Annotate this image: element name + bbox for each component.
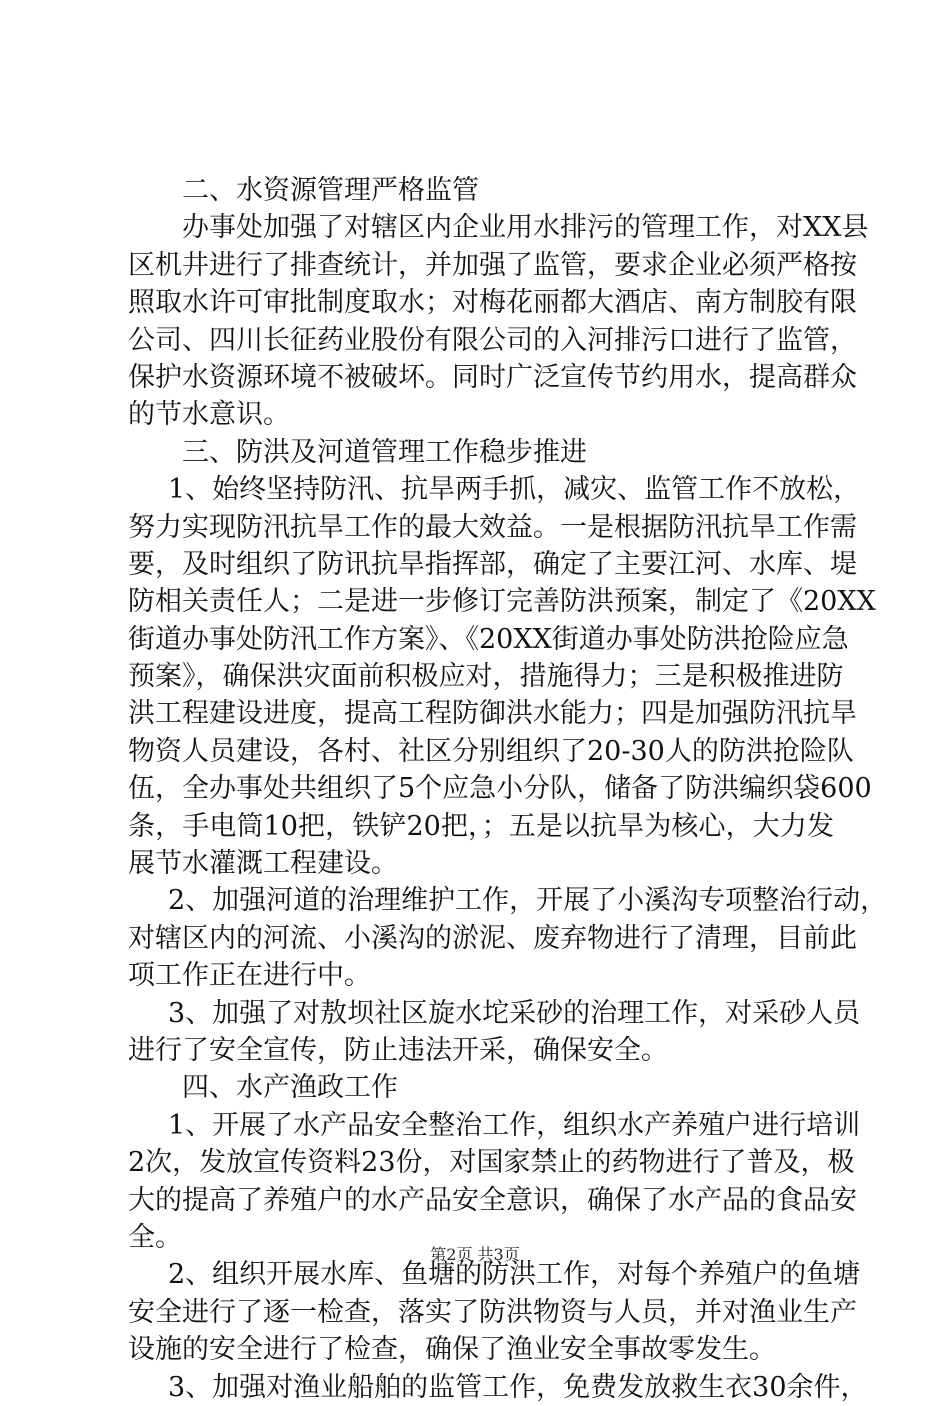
paragraph-line: 进行了安全宣传，防止违法开采，确保安全。 bbox=[128, 1034, 668, 1066]
paragraph-line: 的节水意识。 bbox=[128, 399, 290, 431]
paragraph-line: 设施的安全进行了检查，确保了渔业安全事故零发生。 bbox=[128, 1334, 776, 1366]
paragraph-line: 2次，发放宣传资料23份，对国家禁止的药物进行了普及，极 bbox=[128, 1147, 855, 1179]
paragraph-line: 安全进行了逐一检查，落实了防洪物资与人员，并对渔业生产 bbox=[128, 1296, 857, 1328]
paragraph-line: 项工作正在进行中。 bbox=[128, 960, 371, 992]
paragraph-line: 伍，全办事处共组织了5个应急小分队，储备了防洪编织袋600 bbox=[128, 773, 872, 805]
section-heading: 二、水资源管理严格监管 bbox=[182, 175, 479, 206]
paragraph-line: 大的提高了养殖户的水产品安全意识，确保了水产品的食品安 bbox=[128, 1184, 857, 1216]
paragraph-line: 全。 bbox=[128, 1221, 182, 1253]
paragraph-line: 1、开展了水产品安全整治工作，组织水产养殖户进行培训 bbox=[168, 1109, 861, 1141]
paragraph-line: 防相关责任人；二是进一步修订完善防洪预案，制定了《20XX bbox=[128, 586, 876, 618]
paragraph-line: 预案》，确保洪灾面前积极应对，措施得力；三是积极推进防 bbox=[128, 661, 844, 693]
paragraph-line: 努力实现防汛抗旱工作的最大效益。一是根据防汛抗旱工作需 bbox=[128, 511, 857, 543]
section-heading: 三、防洪及河道管理工作稳步推进 bbox=[182, 436, 587, 468]
paragraph-line: 对辖区内的河流、小溪沟的淤泥、废弃物进行了清理，目前此 bbox=[128, 922, 857, 954]
paragraph-line: 办事处加强了对辖区内企业用水排污的管理工作，对XX县 bbox=[182, 212, 869, 244]
paragraph-line: 2、组织开展水库、鱼塘的防洪工作，对每个养殖户的鱼塘 bbox=[168, 1259, 861, 1291]
document-body bbox=[128, 172, 888, 1406]
paragraph-line: 照取水许可审批制度取水；对梅花丽都大酒店、南方制胶有限 bbox=[128, 287, 857, 319]
paragraph-line: 3、加强对渔业船舶的监管工作，免费发放救生衣30余件， bbox=[168, 1371, 868, 1403]
paragraph-line: 展节水灌溉工程建设。 bbox=[128, 848, 398, 880]
paragraph-line: 保护水资源环境不被破坏。同时广泛宣传节约用水，提高群众 bbox=[128, 361, 857, 393]
section-heading: 四、水产渔政工作 bbox=[182, 1072, 398, 1104]
paragraph-line: 要，及时组织了防讯抗旱指挥部，确定了主要江河、水库、堤 bbox=[128, 548, 857, 580]
paragraph-line: 3、加强了对敖坝社区旋水坨采砂的治理工作，对采砂人员 bbox=[168, 997, 861, 1029]
paragraph-line: 1、始终坚持防汛、抗旱两手抓，减灾、监管工作不放松， bbox=[168, 474, 861, 506]
paragraph-line: 物资人员建设，各村、社区分别组织了20-30人的防洪抢险队 bbox=[128, 735, 854, 767]
paragraph-line: 2、加强河道的治理维护工作，开展了小溪沟专项整治行动， bbox=[168, 885, 888, 917]
paragraph-line: 洪工程建设进度，提高工程防御洪水能力；四是加强防汛抗旱 bbox=[128, 698, 857, 730]
page-number-footer: 第2页 共3页 bbox=[430, 1245, 520, 1264]
paragraph-line: 条，手电筒10把，铁铲20把，；五是以抗旱为核心，大力发 bbox=[128, 810, 834, 842]
paragraph-line: 区机井进行了排查统计，并加强了监管，要求企业必须严格按 bbox=[128, 249, 857, 281]
paragraph-line: 街道办事处防汛工作方案》、《20XX街道办事处防洪抢险应急 bbox=[128, 623, 849, 655]
paragraph-line: 公司、四川长征药业股份有限公司的入河排污口进行了监管， bbox=[128, 324, 857, 356]
